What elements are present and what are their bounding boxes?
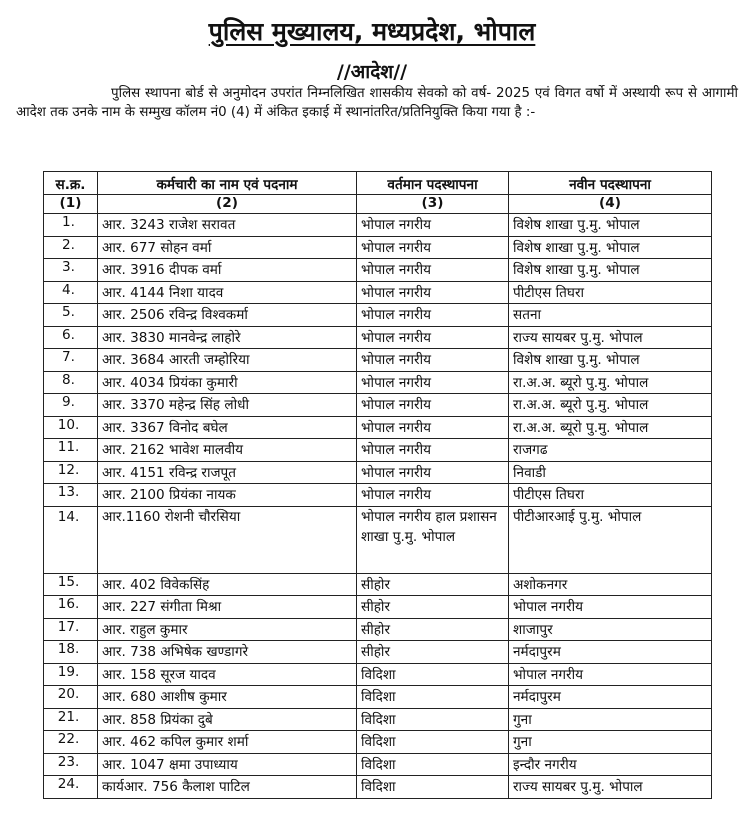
- serial-cell: 7.: [44, 349, 98, 372]
- serial-cell: 9.: [44, 394, 98, 417]
- new-posting-cell: पीटीएस तिघरा: [509, 484, 712, 507]
- column-number: (4): [509, 195, 712, 214]
- new-posting-cell: पीटीआरआई पु.मु. भोपाल: [509, 506, 712, 573]
- new-posting-cell: पीटीएस तिघरा: [509, 281, 712, 304]
- serial-cell: 15.: [44, 573, 98, 596]
- new-posting-cell: भोपाल नगरीय: [509, 663, 712, 686]
- current-posting-cell: भोपाल नगरीय: [357, 484, 509, 507]
- table-row: [44, 641, 712, 664]
- current-posting-cell: विदिशा: [357, 708, 509, 731]
- table-row: [44, 349, 712, 372]
- employee-cell: आर. 462 कपिल कुमार शर्मा: [98, 731, 357, 754]
- new-posting-cell: अशोकनगर: [509, 573, 712, 596]
- new-posting-cell: राजगढ: [509, 439, 712, 462]
- table-row: [44, 461, 712, 484]
- current-posting-cell: भोपाल नगरीय: [357, 349, 509, 372]
- new-posting-cell: राज्य सायबर पु.मु. भोपाल: [509, 776, 712, 799]
- transfer-table: [43, 171, 712, 799]
- column-number: (2): [98, 195, 357, 214]
- new-posting-cell: रा.अ.अ. ब्यूरो पु.मु. भोपाल: [509, 371, 712, 394]
- serial-cell: 1.: [44, 214, 98, 237]
- current-posting-cell: भोपाल नगरीय: [357, 259, 509, 282]
- new-posting-cell: विशेष शाखा पु.मु. भोपाल: [509, 236, 712, 259]
- new-posting-cell: विशेष शाखा पु.मु. भोपाल: [509, 214, 712, 237]
- employee-cell: आर. 3916 दीपक वर्मा: [98, 259, 357, 282]
- employee-cell: आर. 3243 राजेश सरावत: [98, 214, 357, 237]
- table-row: [44, 731, 712, 754]
- employee-cell: आर. 858 प्रियंका दुबे: [98, 708, 357, 731]
- column-number: (1): [44, 195, 98, 214]
- header-row: [44, 172, 712, 195]
- table-row: [44, 686, 712, 709]
- serial-cell: 11.: [44, 439, 98, 462]
- serial-cell: 10.: [44, 416, 98, 439]
- table-row: [44, 753, 712, 776]
- order-heading: //आदेश//: [336, 61, 408, 83]
- serial-cell: 16.: [44, 596, 98, 619]
- current-posting-cell: विदिशा: [357, 686, 509, 709]
- serial-cell: 21.: [44, 708, 98, 731]
- serial-cell: 3.: [44, 259, 98, 282]
- new-posting-cell: इन्दौर नगरीय: [509, 753, 712, 776]
- column-number-row: [44, 195, 712, 214]
- employee-cell: आर.1160 रोशनी चौरसिया: [98, 506, 357, 573]
- table-row: [44, 663, 712, 686]
- serial-cell: 17.: [44, 618, 98, 641]
- new-posting-cell: भोपाल नगरीय: [509, 596, 712, 619]
- table-row: [44, 371, 712, 394]
- employee-cell: आर. 2506 रविन्द्र विश्वकर्मा: [98, 304, 357, 327]
- table-row: [44, 236, 712, 259]
- new-posting-cell: सतना: [509, 304, 712, 327]
- serial-cell: 24.: [44, 776, 98, 799]
- table-row: [44, 484, 712, 507]
- new-posting-cell: निवाडी: [509, 461, 712, 484]
- current-posting-cell: भोपाल नगरीय: [357, 236, 509, 259]
- table-row: [44, 214, 712, 237]
- current-posting-cell: भोपाल नगरीय: [357, 371, 509, 394]
- employee-cell: आर. 2162 भावेश मालवीय: [98, 439, 357, 462]
- current-posting-cell: सीहोर: [357, 573, 509, 596]
- new-posting-cell: विशेष शाखा पु.मु. भोपाल: [509, 259, 712, 282]
- new-posting-cell: रा.अ.अ. ब्यूरो पु.मु. भोपाल: [509, 394, 712, 417]
- table-row: [44, 259, 712, 282]
- serial-cell: 12.: [44, 461, 98, 484]
- serial-cell: 23.: [44, 753, 98, 776]
- new-posting-cell: रा.अ.अ. ब्यूरो पु.मु. भोपाल: [509, 416, 712, 439]
- employee-cell: आर. 4034 प्रियंका कुमारी: [98, 371, 357, 394]
- employee-cell: आर. 4151 रविन्द्र राजपूत: [98, 461, 357, 484]
- employee-cell: आर. राहुल कुमार: [98, 618, 357, 641]
- current-posting-cell: भोपाल नगरीय हाल प्रशासन शाखा पु.मु. भोपाल: [357, 506, 509, 573]
- intro-paragraph: पुलिस स्थापना बोर्ड से अनुमोदन उपरांत निम्नलिखित शासकीय सेवको को वर्ष- 2025 एवं विगत वर्षो में अस्थायी रूप से आगामी आदेश तक उनके नाम के सम्मुख कॉलम नं0 (4) में अंकित इकाई में स्थानांतरित/प्रतिनियुक्ति किया गया है :-: [16, 86, 738, 120]
- employee-cell: आर. 3830 मानवेन्द्र लाहोरे: [98, 326, 357, 349]
- serial-cell: 13.: [44, 484, 98, 507]
- new-posting-cell: नर्मदापुरम: [509, 641, 712, 664]
- document-title: [0, 14, 744, 48]
- employee-cell: आर. 3684 आरती जम्होरिया: [98, 349, 357, 372]
- current-posting-cell: भोपाल नगरीय: [357, 439, 509, 462]
- employee-cell: आर. 227 संगीता मिश्रा: [98, 596, 357, 619]
- table-row: [44, 596, 712, 619]
- employee-cell: आर. 677 सोहन वर्मा: [98, 236, 357, 259]
- current-posting-cell: सीहोर: [357, 618, 509, 641]
- employee-cell: आर. 680 आशीष कुमार: [98, 686, 357, 709]
- serial-cell: 5.: [44, 304, 98, 327]
- current-posting-cell: सीहोर: [357, 641, 509, 664]
- serial-cell: 4.: [44, 281, 98, 304]
- table-row: [44, 618, 712, 641]
- table-row: [44, 326, 712, 349]
- employee-cell: आर. 2100 प्रियंका नायक: [98, 484, 357, 507]
- table-row: [44, 416, 712, 439]
- new-posting-cell: नर्मदापुरम: [509, 686, 712, 709]
- table-body: [44, 214, 712, 799]
- table-row: [44, 573, 712, 596]
- new-posting-cell: गुना: [509, 731, 712, 754]
- serial-cell: 14.: [44, 506, 98, 573]
- new-posting-cell: विशेष शाखा पु.मु. भोपाल: [509, 349, 712, 372]
- serial-cell: 19.: [44, 663, 98, 686]
- header-serial: स.क्र.: [44, 172, 98, 195]
- title-text: पुलिस मुख्यालय, मध्यप्रदेश, भोपाल: [208, 17, 536, 46]
- serial-cell: 20.: [44, 686, 98, 709]
- employee-cell: आर. 1047 क्षमा उपाध्याय: [98, 753, 357, 776]
- employee-cell: आर. 3367 विनोद बघेल: [98, 416, 357, 439]
- current-posting-cell: विदिशा: [357, 753, 509, 776]
- column-number: (3): [357, 195, 509, 214]
- serial-cell: 6.: [44, 326, 98, 349]
- new-posting-cell: गुना: [509, 708, 712, 731]
- employee-cell: आर. 3370 महेन्द्र सिंह लोधी: [98, 394, 357, 417]
- current-posting-cell: विदिशा: [357, 776, 509, 799]
- serial-cell: 2.: [44, 236, 98, 259]
- employee-cell: आर. 4144 निशा यादव: [98, 281, 357, 304]
- current-posting-cell: भोपाल नगरीय: [357, 461, 509, 484]
- table-row: [44, 506, 712, 573]
- current-posting-cell: विदिशा: [357, 663, 509, 686]
- new-posting-cell: राज्य सायबर पु.मु. भोपाल: [509, 326, 712, 349]
- table-row: [44, 281, 712, 304]
- employee-cell: आर. 402 विवेकसिंह: [98, 573, 357, 596]
- current-posting-cell: भोपाल नगरीय: [357, 214, 509, 237]
- table-row: [44, 394, 712, 417]
- current-posting-cell: सीहोर: [357, 596, 509, 619]
- table-row: [44, 439, 712, 462]
- current-posting-cell: भोपाल नगरीय: [357, 326, 509, 349]
- current-posting-cell: विदिशा: [357, 731, 509, 754]
- header-employee: कर्मचारी का नाम एवं पदनाम: [98, 172, 357, 195]
- serial-cell: 22.: [44, 731, 98, 754]
- current-posting-cell: भोपाल नगरीय: [357, 416, 509, 439]
- table-row: [44, 304, 712, 327]
- table-row: [44, 776, 712, 799]
- serial-cell: 18.: [44, 641, 98, 664]
- new-posting-cell: शाजापुर: [509, 618, 712, 641]
- current-posting-cell: भोपाल नगरीय: [357, 394, 509, 417]
- current-posting-cell: भोपाल नगरीय: [357, 304, 509, 327]
- header-new-posting: नवीन पदस्थापना: [509, 172, 712, 195]
- employee-cell: आर. 738 अभिषेक खण्डागरे: [98, 641, 357, 664]
- current-posting-cell: भोपाल नगरीय: [357, 281, 509, 304]
- employee-cell: कार्यआर. 756 कैलाश पाटिल: [98, 776, 357, 799]
- employee-cell: आर. 158 सूरज यादव: [98, 663, 357, 686]
- header-current-posting: वर्तमान पदस्थापना: [357, 172, 509, 195]
- table-row: [44, 708, 712, 731]
- serial-cell: 8.: [44, 371, 98, 394]
